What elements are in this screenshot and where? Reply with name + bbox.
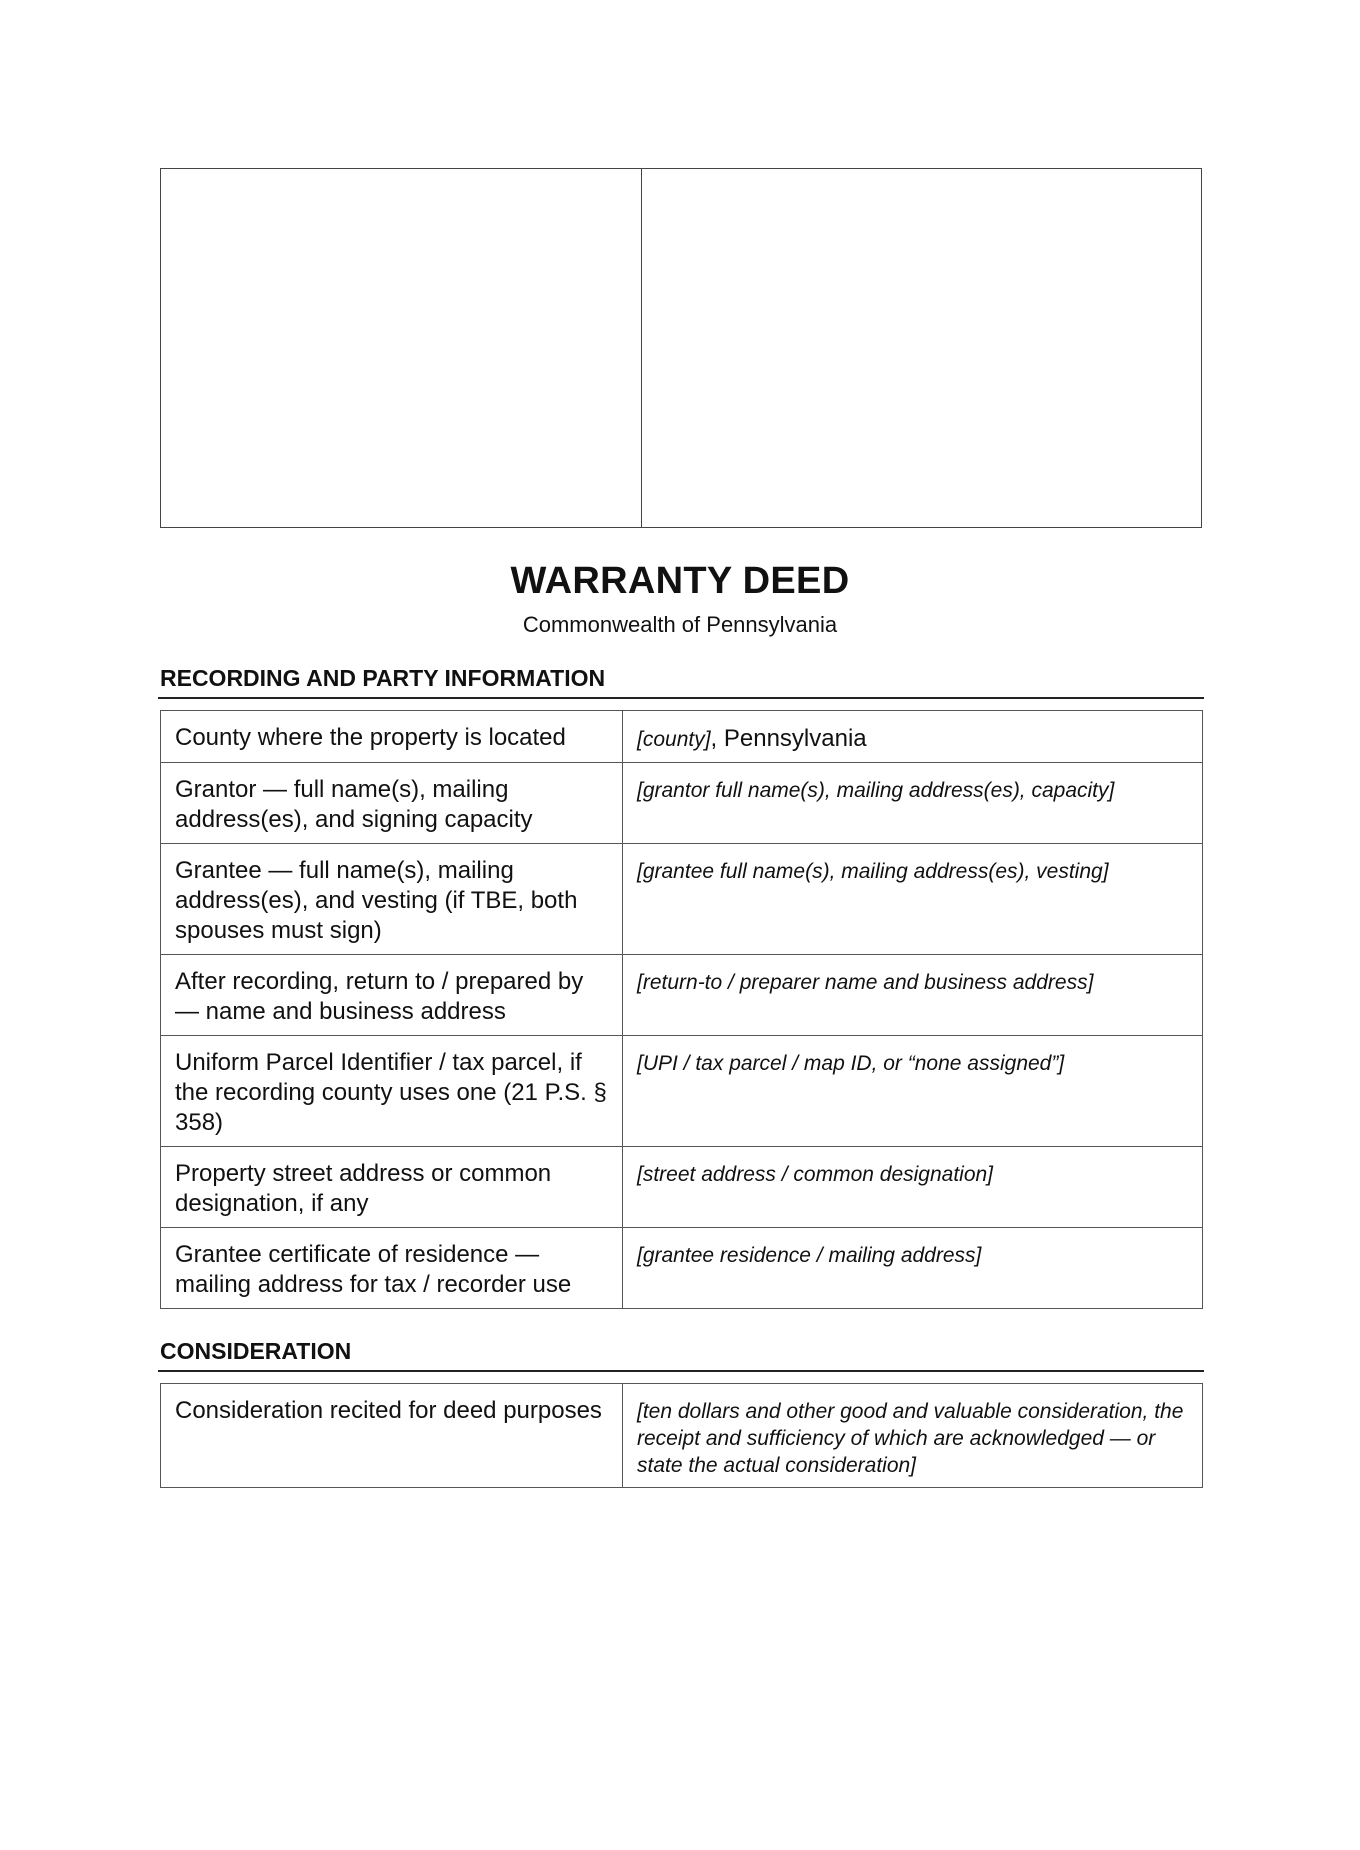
row-label: Grantor — full name(s), mailing address(es), and signing capacity bbox=[161, 763, 623, 844]
value-placeholder: [grantee residence / mailing address] bbox=[637, 1244, 982, 1267]
value-placeholder: [grantor full name(s), mailing address(es), capacity] bbox=[637, 779, 1115, 802]
row-value[interactable] bbox=[623, 1036, 1203, 1147]
row-label: Uniform Parcel Identifier / tax parcel, if the recording county uses one (21 P.S. § 358) bbox=[161, 1036, 623, 1147]
recording-box-left bbox=[161, 169, 642, 527]
row-value[interactable] bbox=[623, 1384, 1203, 1488]
section-heading-recording: RECORDING AND PARTY INFORMATION bbox=[158, 665, 1204, 699]
row-value[interactable] bbox=[623, 844, 1203, 955]
value-placeholder: [grantee full name(s), mailing address(es), vesting] bbox=[637, 860, 1109, 883]
row-value[interactable] bbox=[623, 955, 1203, 1036]
table-row bbox=[161, 711, 1203, 763]
consideration-table bbox=[160, 1383, 1203, 1488]
table-row bbox=[161, 1228, 1203, 1309]
value-suffix: , Pennsylvania bbox=[710, 725, 867, 752]
table-row bbox=[161, 1147, 1203, 1228]
row-value[interactable] bbox=[623, 711, 1203, 763]
row-label: Property street address or common designation, if any bbox=[161, 1147, 623, 1228]
value-placeholder: [street address / common designation] bbox=[637, 1163, 994, 1186]
document-subtitle: Commonwealth of Pennsylvania bbox=[522, 612, 838, 637]
document-title: WARRANTY DEED bbox=[510, 560, 850, 602]
value-placeholder: [UPI / tax parcel / map ID, or “none assigned”] bbox=[637, 1052, 1065, 1075]
value-placeholder: [county] bbox=[637, 728, 711, 751]
recording-box-right bbox=[642, 169, 1201, 527]
row-value[interactable] bbox=[623, 763, 1203, 844]
row-value[interactable] bbox=[623, 1228, 1203, 1309]
table-row bbox=[161, 1384, 1203, 1488]
value-placeholder: [ten dollars and other good and valuable consideration, the receipt and sufficiency of which are acknowledged — or state the actual consideration] bbox=[637, 1400, 1184, 1477]
recording-stamp-area bbox=[160, 168, 1202, 528]
value-placeholder: [return-to / preparer name and business address] bbox=[637, 971, 1094, 994]
row-value[interactable] bbox=[623, 1147, 1203, 1228]
recording-party-table bbox=[160, 710, 1203, 1309]
table-row bbox=[161, 1036, 1203, 1147]
table-row bbox=[161, 763, 1203, 844]
row-label: County where the property is located bbox=[161, 711, 623, 763]
row-label: After recording, return to / prepared by — name and business address bbox=[161, 955, 623, 1036]
section-heading-consideration: CONSIDERATION bbox=[158, 1338, 1204, 1372]
table-row bbox=[161, 844, 1203, 955]
table-row bbox=[161, 955, 1203, 1036]
row-label: Grantee — full name(s), mailing address(es), and vesting (if TBE, both spouses must sign) bbox=[161, 844, 623, 955]
row-label: Consideration recited for deed purposes bbox=[161, 1384, 623, 1488]
row-label: Grantee certificate of residence — mailing address for tax / recorder use bbox=[161, 1228, 623, 1309]
